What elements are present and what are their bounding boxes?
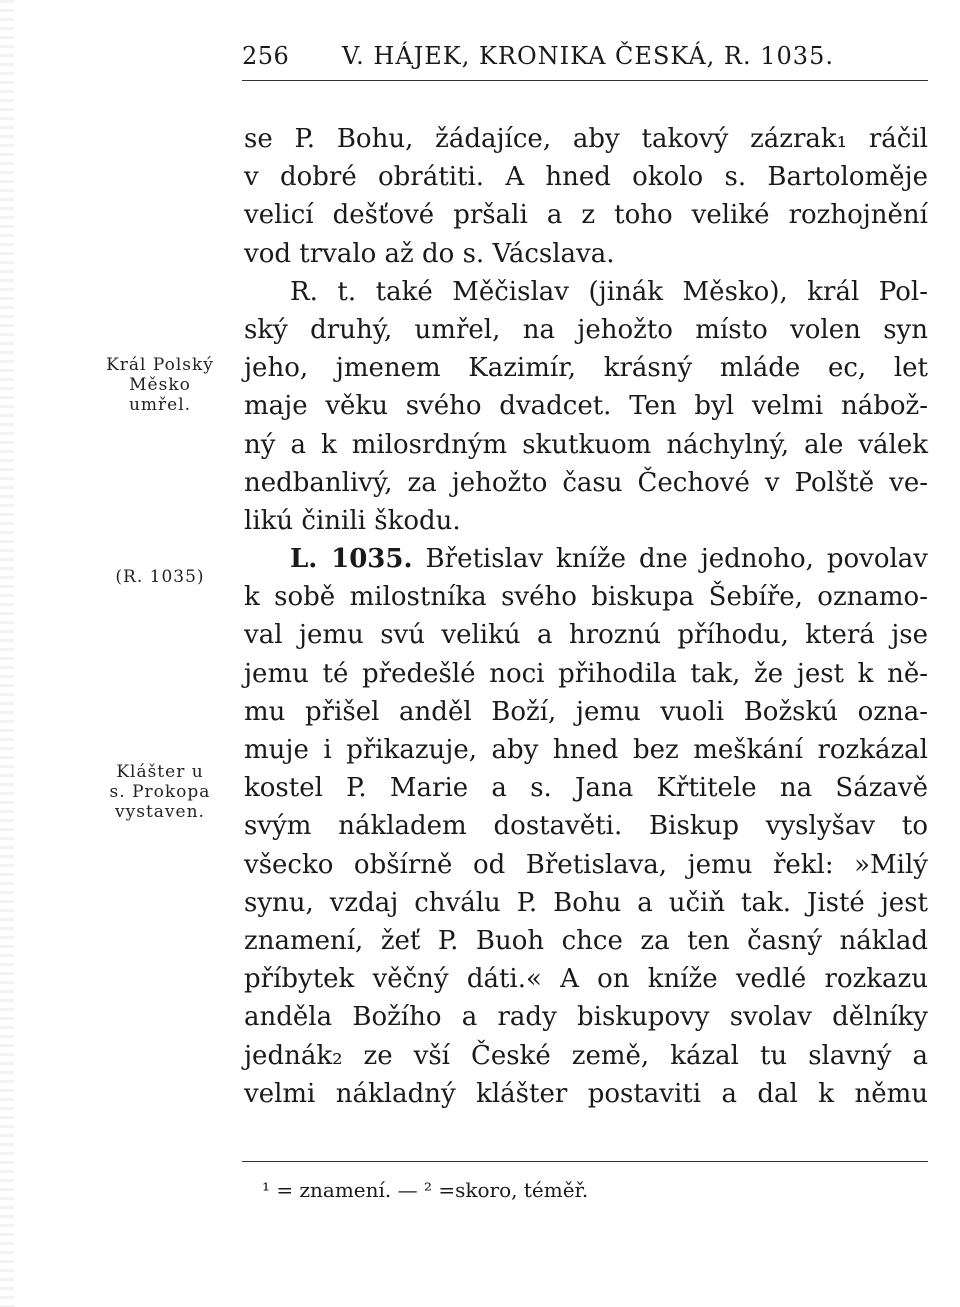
scan-edge (0, 0, 14, 1307)
text-line: znamení, žeť P. Buoh chce za ten časný náklad (244, 925, 928, 956)
text-line: mu přišel anděl Boží, jemu vuoli Božskú ozna- (244, 696, 928, 727)
text-line: vod trvalo až do s. Vácslava. (244, 238, 615, 269)
margin-note-line: umřel. (128, 395, 192, 415)
text-line: maje věku svého dvadcet. Ten byl velmi nábož- (244, 391, 928, 422)
running-title: V. HÁJEK, KRONIKA ČESKÁ, R. 1035. (342, 42, 834, 70)
text-line: likú činili škodu. (244, 505, 461, 536)
text-line: velmi nákladný klášter postaviti a dal k němu (244, 1078, 928, 1109)
text-line: všecko obšírně od Břetislava, jemu řekl: »Milý (244, 849, 928, 880)
text-line: jeho, jmenem Kazimír, krásný mláde ec, let (244, 353, 928, 384)
text-line: anděla Božího a rady biskupovy svolav dělníky (244, 1002, 928, 1033)
text-line: nedbanlivý, za jehožto času Čechové v Polště ve- (244, 467, 928, 498)
main-text (244, 120, 928, 1113)
text-line: v dobré obrátiti. A hned okolo s. Bartoloměje (244, 162, 928, 193)
footnote: ¹ = znamení. — ² =skoro, téměř. (262, 1178, 589, 1202)
section-label: L. 1035. (290, 544, 413, 575)
text-line-rest: Břetislav kníže dne jednoho, povolav (425, 544, 928, 575)
text-line: R. t. také Měčislav (jinák Měsko), král Pol- (290, 276, 928, 307)
margin-note-year (75, 567, 245, 587)
margin-note-line: vystaven. (115, 802, 205, 822)
text-line: muje i přikazuje, aby hned bez meškání rozkázal (244, 735, 928, 765)
page-number: 256 (242, 42, 290, 70)
text-line: velicí dešťové pršali a z toho veliké rozhojnění (244, 200, 928, 231)
text-line-section (244, 540, 928, 578)
text-line: ský druhý, umřel, na jehožto místo volen syn (244, 314, 928, 345)
text-line: ný a k milosrdným skutkuom náchylný, ale válek (244, 429, 928, 460)
margin-note-king (75, 355, 245, 415)
header-rule (242, 80, 928, 81)
margin-note-line: Měsko (129, 375, 191, 395)
text-line: val jemu svú velikú a hroznú příhodu, která jse (244, 620, 928, 651)
text-line: kostel P. Marie a s. Jana Křtitele na Sázavě (244, 773, 928, 804)
footnote-rule (242, 1161, 928, 1162)
margin-note-line: Klášter u (116, 762, 204, 782)
margin-note-line: Král Polský (106, 355, 214, 375)
text-line: jemu té předešlé noci přihodila tak, že jest k ně- (244, 658, 928, 689)
text-line: příbytek věčný dáti.« A on kníže vedlé rozkazu (244, 964, 928, 995)
text-line: se P. Bohu, žádajíce, aby takový zázrak₁ ráčil (244, 124, 928, 154)
text-line: jednák₂ ze vší České země, kázal tu slavný a (244, 1040, 928, 1071)
text-line: k sobě milostníka svého biskupa Šebíře, oznamo- (244, 582, 928, 613)
margin-note-monastery (75, 762, 245, 822)
margin-note-line: s. Prokopa (109, 782, 211, 802)
page-header (242, 38, 932, 74)
text-line: svým nákladem dostavěti. Biskup vyslyšav to (244, 811, 928, 842)
text-line: synu, vzdaj chválu P. Bohu a učiň tak. Jisté jest (244, 887, 928, 918)
margin-note-line: (R. 1035) (115, 567, 205, 587)
